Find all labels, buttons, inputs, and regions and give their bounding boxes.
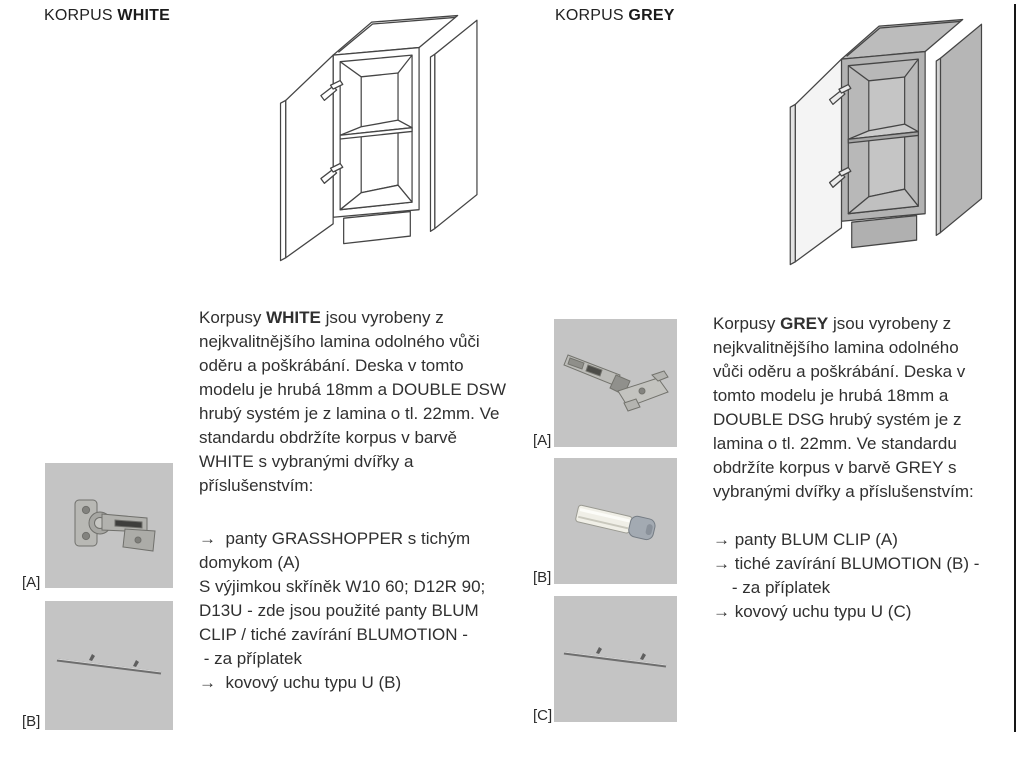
white-cabinet-drawing bbox=[270, 8, 498, 270]
open-base-cabinet-white-icon bbox=[270, 8, 498, 270]
left-title-prefix: KORPUS bbox=[44, 7, 118, 24]
text-line: nejkvalitnějšího lamina odolného bbox=[713, 338, 959, 357]
feature-line: S výjimkou skříněk W10 60; D12R 90; bbox=[199, 577, 486, 596]
hardware-photo-a-left bbox=[45, 463, 173, 588]
text-line: příslušenstvím: bbox=[199, 476, 314, 495]
text-line: DOUBLE DSG hrubý systém je z bbox=[713, 410, 962, 429]
para-rest: jsou vyrobeny z bbox=[828, 314, 952, 333]
hardware-photo-b-left bbox=[45, 601, 173, 730]
hardware-label-b-right: [B] bbox=[533, 569, 552, 586]
hardware-photo-a-right bbox=[554, 319, 677, 447]
u-handle-bar-icon bbox=[45, 601, 173, 730]
para-bold: WHITE bbox=[266, 308, 321, 327]
text-line: lamina o tl. 22mm. Ve standardu bbox=[713, 434, 957, 453]
text-line: obdržíte korpus v barvě GREY s bbox=[713, 458, 957, 477]
feature-line: - za příplatek bbox=[713, 578, 831, 597]
text-line: vybranými dvířky a příslušenstvím: bbox=[713, 482, 974, 501]
right-section-title bbox=[555, 7, 675, 25]
left-section-title bbox=[44, 7, 170, 25]
right-title-prefix: KORPUS bbox=[555, 7, 629, 24]
left-description bbox=[199, 306, 533, 498]
text-line: vůči oděru a poškrábání. Deska v bbox=[713, 362, 966, 381]
text-line bbox=[199, 306, 533, 330]
feature-line: → kovový uchu typu U (B) bbox=[199, 673, 402, 692]
feature-line: - za příplatek bbox=[199, 649, 302, 668]
text-line: nejkvalitnějšího lamina odolného vůči bbox=[199, 332, 480, 351]
left-title-bold: WHITE bbox=[117, 7, 170, 24]
text-line: oděru a poškrábání. Deska v tomto bbox=[199, 356, 464, 375]
hardware-label-b-left: [B] bbox=[22, 713, 41, 730]
right-border-line bbox=[1014, 4, 1016, 732]
grey-cabinet-drawing bbox=[780, 12, 1002, 274]
text-line: modelu je hrubá 18mm a DOUBLE DSW bbox=[199, 380, 507, 399]
feature-line: CLIP / tiché zavírání BLUMOTION - bbox=[199, 625, 468, 644]
hardware-label-a-left: [A] bbox=[22, 574, 41, 591]
feature-line: → panty BLUM CLIP (A) bbox=[713, 530, 898, 549]
text-line: WHITE s vybranými dvířky a bbox=[199, 452, 414, 471]
hardware-photo-c-right bbox=[554, 596, 677, 722]
right-feature-list bbox=[713, 528, 1018, 624]
feature-line: → kovový uchu typu U (C) bbox=[713, 602, 912, 621]
blumotion-damper-icon bbox=[554, 458, 677, 584]
open-base-cabinet-grey-icon bbox=[780, 12, 1002, 274]
feature-line: domykom (A) bbox=[199, 553, 301, 572]
grasshopper-hinge-icon bbox=[45, 463, 173, 588]
blum-clip-hinge-icon bbox=[554, 319, 677, 447]
para-rest: jsou vyrobeny z bbox=[320, 308, 444, 327]
para-bold: GREY bbox=[780, 314, 829, 333]
right-title-bold: GREY bbox=[628, 7, 675, 24]
text-line bbox=[713, 312, 1018, 336]
para-prefix: Korpusy bbox=[199, 308, 267, 327]
hardware-label-c-right: [C] bbox=[533, 707, 553, 724]
para-prefix: Korpusy bbox=[713, 314, 781, 333]
text-line: hrubý systém je z lamina o tl. 22mm. Ve bbox=[199, 404, 500, 423]
text-line: tomto modelu je hrubá 18mm a bbox=[713, 386, 949, 405]
left-feature-list bbox=[199, 527, 533, 695]
feature-line: → panty GRASSHOPPER s tichým bbox=[199, 529, 471, 548]
u-handle-bar-icon bbox=[554, 596, 677, 722]
hardware-photo-b-right bbox=[554, 458, 677, 584]
hardware-label-a-right: [A] bbox=[533, 432, 552, 449]
feature-line: → tiché zavírání BLUMOTION (B) - bbox=[713, 554, 980, 573]
right-description bbox=[713, 312, 1018, 504]
feature-line: D13U - zde jsou použité panty BLUM bbox=[199, 601, 479, 620]
text-line: standardu obdržíte korpus v barvě bbox=[199, 428, 457, 447]
